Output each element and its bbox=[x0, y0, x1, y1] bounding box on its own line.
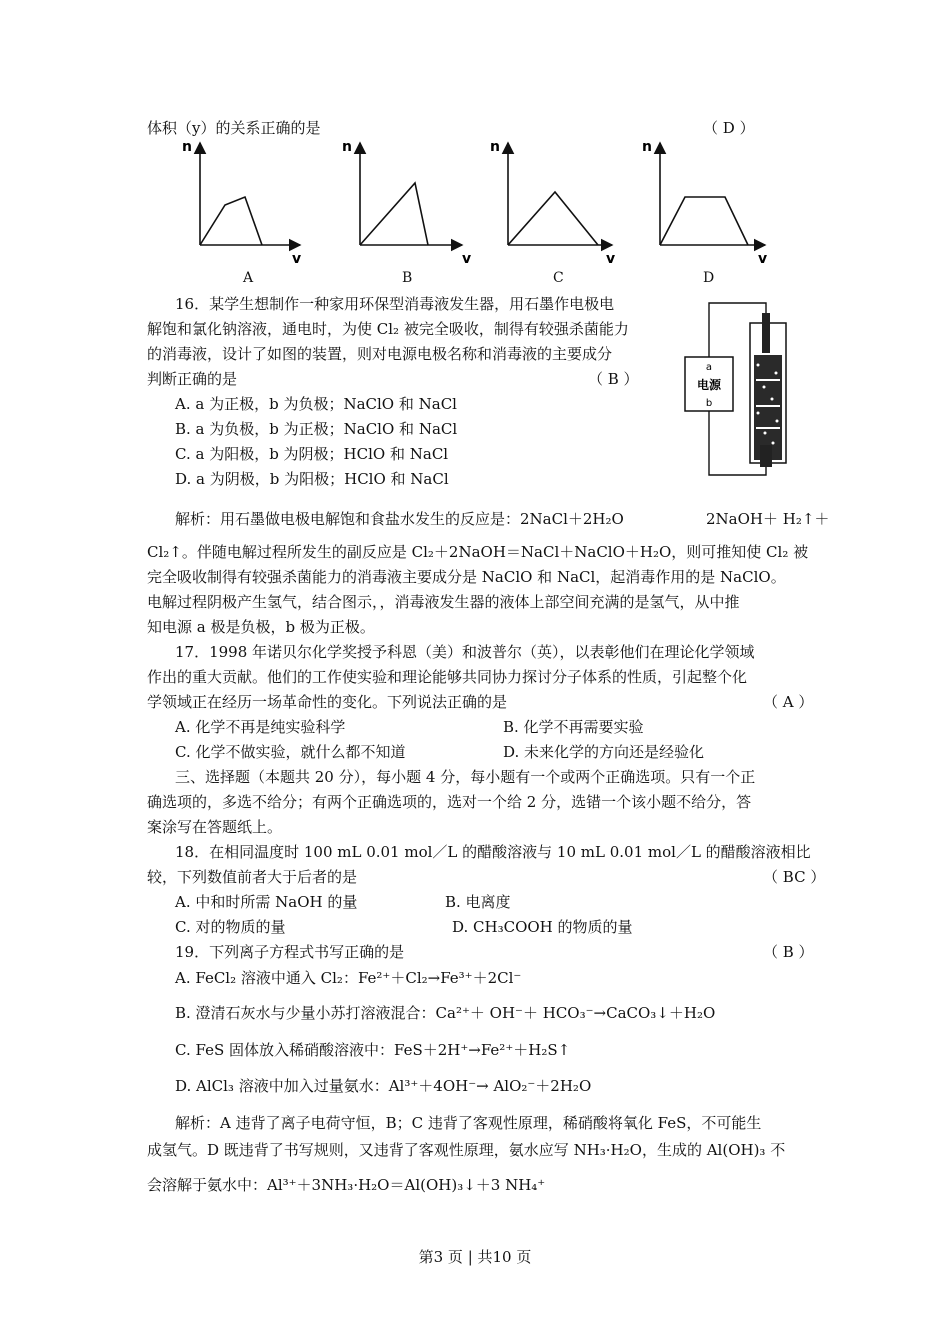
q17-option-c: C. 化学不做实验，就什么都不知道 bbox=[175, 743, 406, 761]
graph-a-xlabel: v bbox=[292, 251, 302, 267]
q19-option-d: D. AlCl₃ 溶液中加入过量氨水：Al³⁺＋4OH⁻→ AlO₂⁻＋2H₂O bbox=[175, 1077, 592, 1095]
graph-d-label: D bbox=[703, 270, 715, 286]
q19-analysis-line-3: 会溶解于氨水中：Al³⁺＋3NH₃·H₂O＝Al(OH)₃↓＋3 NH₄⁺ bbox=[147, 1176, 546, 1194]
q16-line-1: 16．某学生想制作一种家用环保型消毒液发生器，用石墨作电极电 bbox=[175, 295, 615, 313]
q17-line-3: 学领域正在经历一场革命性的变化。下列说法正确的是 bbox=[147, 693, 508, 711]
q19-analysis-line-2: 成氢气。D 既违背了书写规则，又违背了客观性原理，氨水应写 NH₃·H₂O，生成的 Al(OH)₃ 不 bbox=[147, 1141, 786, 1159]
q18-line-2: 较，下列数值前者大于后者的是 bbox=[147, 868, 358, 886]
graph-b-label: B bbox=[402, 270, 413, 286]
graph-d-ylabel: n bbox=[642, 139, 652, 155]
terminal-b-label: b bbox=[705, 398, 713, 409]
graph-c-label: C bbox=[553, 270, 564, 286]
terminal-a-label: a bbox=[705, 362, 713, 373]
q15-graphs bbox=[180, 135, 780, 295]
q19-option-b: B. 澄清石灰水与少量小苏打溶液混合：Ca²⁺＋ OH⁻＋ HCO₃⁻→CaCO₃↓＋H₂O bbox=[175, 1004, 716, 1022]
q19-analysis-line-1: 解析：A 违背了离子电荷守恒，B；C 违背了客观性原理，稀硝酸将氧化 FeS，不可能生 bbox=[175, 1114, 762, 1132]
graph-a-ylabel: n bbox=[182, 139, 192, 155]
q16-line-4: 判断正确的是 bbox=[147, 370, 238, 388]
power-source-label: 电源 bbox=[696, 378, 722, 392]
q16-answer: （ B ） bbox=[588, 370, 639, 388]
q19-option-c: C. FeS 固体放入稀硝酸溶液中：FeS＋2H⁺→Fe²⁺＋H₂S↑ bbox=[175, 1041, 571, 1059]
q17-line-1: 17．1998 年诺贝尔化学奖授予科恩（美）和波普尔（英），以表彰他们在理论化学领域 bbox=[175, 643, 755, 661]
electrolysis-apparatus-figure bbox=[680, 295, 805, 480]
q15-answer: （ D ） bbox=[703, 119, 755, 137]
q18-line-1: 18．在相同温度时 100 mL 0.01 mol／L 的醋酸溶液与 10 mL 0.01 mol／L 的醋酸溶液相比 bbox=[175, 843, 811, 861]
graph-c bbox=[490, 139, 615, 267]
q18-answer: （ BC ） bbox=[763, 868, 826, 886]
q16-option-c: C. a 为阳极，b 为阴极；HClO 和 NaCl bbox=[175, 445, 449, 463]
q17-option-d: D. 未来化学的方向还是经验化 bbox=[503, 743, 705, 761]
q16-option-a: A. a 为正极，b 为负极；NaClO 和 NaCl bbox=[175, 395, 457, 413]
q17-option-a: A. 化学不再是纯实验科学 bbox=[175, 718, 346, 736]
q16-analysis-line-2: 完全吸收制得有较强杀菌能力的消毒液主要成分是 NaClO 和 NaCl，起消毒作用的是 NaClO。 bbox=[147, 568, 786, 586]
q16-line-2: 解饱和氯化钠溶液，通电时，为使 Cl₂ 被完全吸收，制得有较强杀菌能力 bbox=[147, 320, 629, 338]
page-footer: 第3 页 | 共10 页 bbox=[418, 1248, 532, 1266]
graph-b-ylabel: n bbox=[342, 139, 352, 155]
q19-stem: 19．下列离子方程式书写正确的是 bbox=[175, 943, 405, 961]
q19-answer: （ B ） bbox=[763, 943, 814, 961]
q18-option-d: D. CH₃COOH 的物质的量 bbox=[452, 918, 633, 936]
graph-c-xlabel: v bbox=[606, 251, 616, 267]
q16-analysis-line-4: 知电源 a 极是负极，b 极为正极。 bbox=[147, 618, 375, 636]
graph-a-label: A bbox=[243, 270, 254, 286]
q15-stem-tail: 体积（y）的关系正确的是 bbox=[147, 119, 321, 137]
graph-b bbox=[342, 139, 471, 267]
graph-b-xlabel: v bbox=[462, 251, 472, 267]
q17-line-2: 作出的重大贡献。他们的工作使实验和理论能够共同协力探讨分子体系的性质，引起整个化 bbox=[147, 668, 748, 686]
q18-option-c: C. 对的物质的量 bbox=[175, 918, 286, 936]
section3-line-2: 确选项的，多选不给分；有两个正确选项的，选对一个给 2 分，选错一个该小题不给分，答 bbox=[147, 793, 752, 811]
q16-line-3: 的消毒液，设计了如图的装置，则对电源电极名称和消毒液的主要成分 bbox=[147, 345, 613, 363]
q19-option-a: A. FeCl₂ 溶液中通入 Cl₂：Fe²⁺＋Cl₂→Fe³⁺＋2Cl⁻ bbox=[175, 969, 522, 987]
graph-d bbox=[642, 139, 767, 267]
section3-line-3: 案涂写在答题纸上。 bbox=[147, 818, 283, 836]
q17-option-b: B. 化学不再需要实验 bbox=[503, 718, 644, 736]
q16-option-b: B. a 为负极，b 为正极；NaClO 和 NaCl bbox=[175, 420, 458, 438]
q16-analysis-first-left: 解析：用石墨做电极电解饱和食盐水发生的反应是：2NaCl＋2H₂O bbox=[175, 510, 624, 528]
q16-analysis-line-3: 电解过程阴极产生氢气，结合图示，，消毒液发生器的液体上部空间充满的是氢气，从中推 bbox=[147, 593, 740, 611]
q16-analysis-line-1: Cl₂↑。伴随电解过程所发生的副反应是 Cl₂＋2NaOH＝NaCl＋NaClO＋H₂O，则可推知使 Cl₂ 被 bbox=[147, 543, 809, 561]
graph-d-xlabel: v bbox=[758, 251, 768, 267]
q16-analysis-first-right: 2NaOH＋ H₂↑＋ bbox=[706, 510, 830, 528]
q18-option-b: B. 电离度 bbox=[445, 893, 511, 911]
q17-answer: （ A ） bbox=[763, 693, 814, 711]
section3-line-1: 三、选择题（本题共 20 分），每小题 4 分，每小题有一个或两个正确选项。只有一个正 bbox=[175, 768, 756, 786]
q16-option-d: D. a 为阴极，b 为阳极；HClO 和 NaCl bbox=[175, 470, 449, 488]
graph-c-ylabel: n bbox=[490, 139, 500, 155]
q18-option-a: A. 中和时所需 NaOH 的量 bbox=[175, 893, 358, 911]
graph-a bbox=[182, 139, 301, 267]
